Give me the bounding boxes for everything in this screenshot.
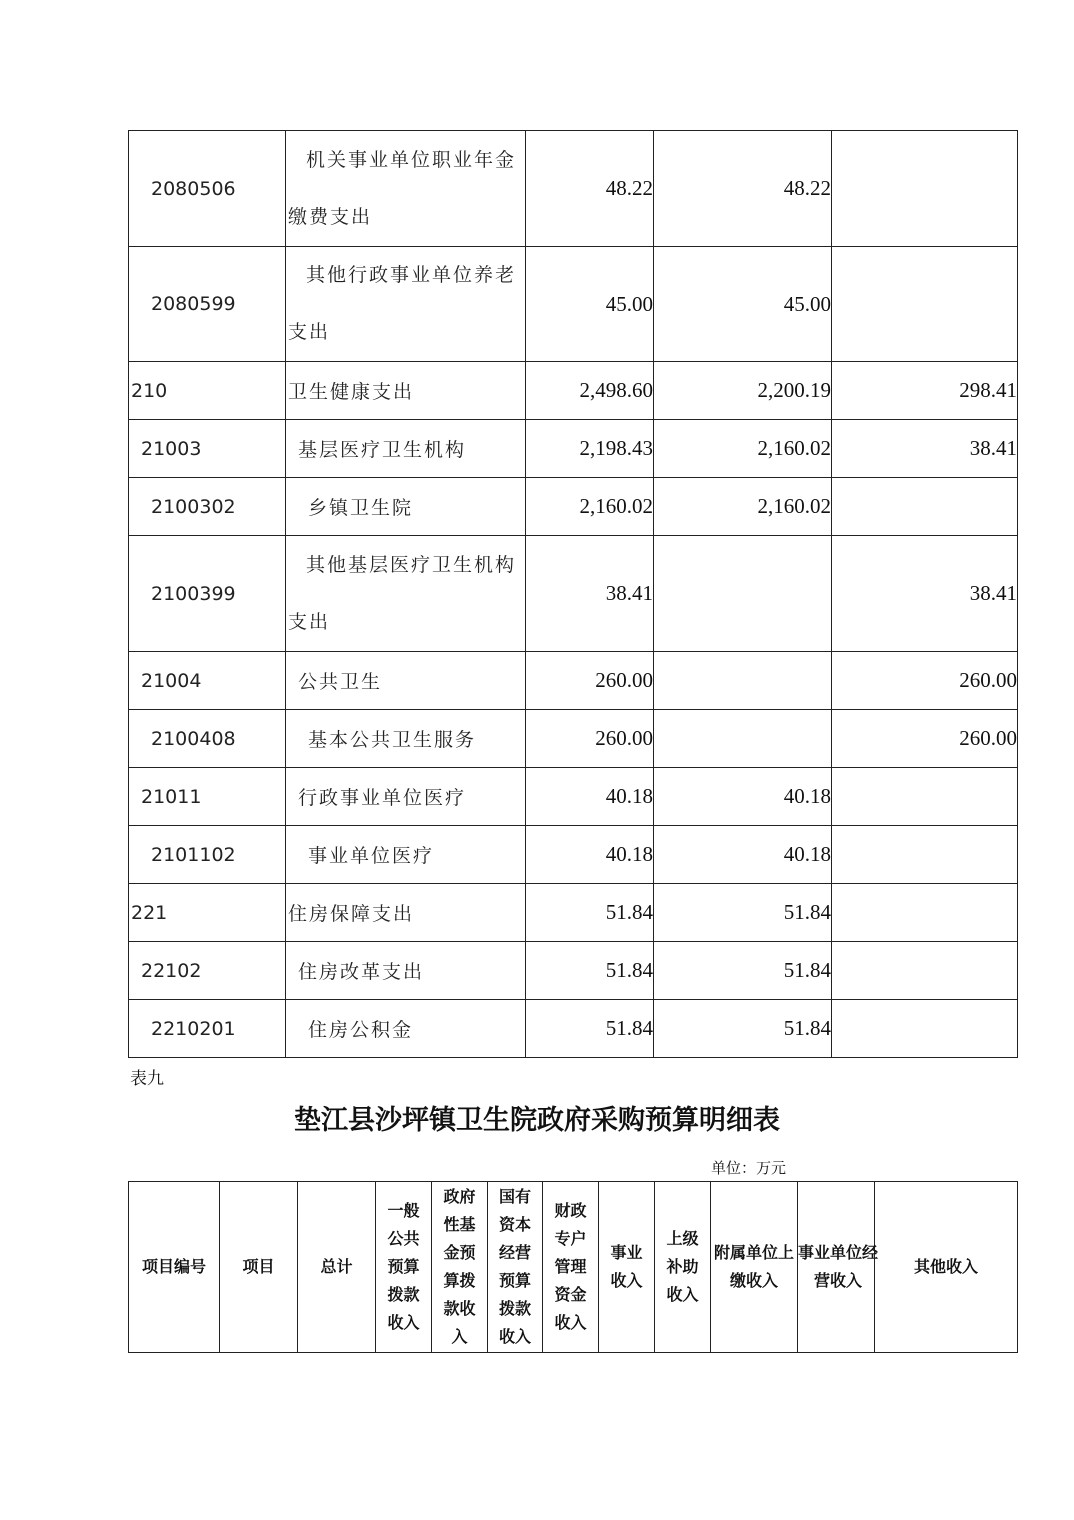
table-row: [129, 1000, 1018, 1058]
row-name: 住房改革支出: [286, 942, 526, 1000]
row-total: 260.00: [526, 652, 654, 710]
row-total: 48.22: [526, 131, 654, 247]
header-general-budget: [376, 1182, 432, 1353]
row-name: [286, 536, 526, 652]
header-project-code: 项目编号: [129, 1182, 220, 1353]
section-title: 垫江县沙坪镇卫生院政府采购预算明细表: [294, 1105, 780, 1136]
row-basic: 40.18: [654, 768, 832, 826]
row-basic: 2,160.02: [654, 420, 832, 478]
procurement-header-row: [129, 1182, 1018, 1353]
row-code: 221: [129, 884, 286, 942]
header-total: 总计: [298, 1182, 376, 1353]
table-number-label: 表九: [130, 1069, 164, 1089]
table-row: [129, 652, 1018, 710]
row-total: 260.00: [526, 710, 654, 768]
row-project: 260.00: [832, 710, 1018, 768]
header-fiscal-account-text: 财政专户管理资金收入: [554, 1201, 587, 1332]
row-code: 2210201: [129, 1000, 286, 1058]
header-general-budget-text: 一般公共预算拨款收入: [387, 1201, 420, 1332]
header-superior-subsidy-text: 上级补助收入: [666, 1229, 699, 1304]
row-project: [832, 247, 1018, 362]
row-project: [832, 131, 1018, 247]
row-name: 卫生健康支出: [286, 362, 526, 420]
row-total: 45.00: [526, 247, 654, 362]
table-row: [129, 536, 1018, 652]
row-name-line2: 缴费支出: [288, 205, 373, 228]
row-total: 38.41: [526, 536, 654, 652]
row-project: 38.41: [832, 536, 1018, 652]
row-name: 公共卫生: [286, 652, 526, 710]
row-project: 260.00: [832, 652, 1018, 710]
row-total: 2,198.43: [526, 420, 654, 478]
row-name: 乡镇卫生院: [286, 478, 526, 536]
row-code: 2101102: [129, 826, 286, 884]
row-code: 22102: [129, 942, 286, 1000]
row-project: [832, 826, 1018, 884]
row-code: 21003: [129, 420, 286, 478]
row-name: 行政事业单位医疗: [286, 768, 526, 826]
row-project: [832, 884, 1018, 942]
row-name: 住房公积金: [286, 1000, 526, 1058]
row-total: 51.84: [526, 942, 654, 1000]
row-name: 基本公共卫生服务: [286, 710, 526, 768]
row-name: 基层医疗卫生机构: [286, 420, 526, 478]
row-name: 事业单位医疗: [286, 826, 526, 884]
row-name-line1: 其他行政事业单位养老: [306, 264, 517, 286]
header-operating-income-text: 事业单位经营收入: [798, 1243, 879, 1290]
table-row: [129, 420, 1018, 478]
row-total: 40.18: [526, 826, 654, 884]
table-row: [129, 362, 1018, 420]
table-row: [129, 884, 1018, 942]
row-name: 住房保障支出: [286, 884, 526, 942]
table-row: [129, 768, 1018, 826]
header-gov-fund: [432, 1182, 488, 1353]
row-basic: [654, 652, 832, 710]
row-project: [832, 942, 1018, 1000]
row-name: [286, 247, 526, 362]
header-affiliated-units-text: 附属单位上缴收入: [714, 1243, 795, 1290]
row-basic: 48.22: [654, 131, 832, 247]
row-basic: 40.18: [654, 826, 832, 884]
procurement-table: [128, 1181, 1018, 1353]
row-project: 38.41: [832, 420, 1018, 478]
expenditure-table: [128, 130, 1018, 1058]
row-code: 2080599: [129, 247, 286, 362]
row-total: 40.18: [526, 768, 654, 826]
row-project: [832, 768, 1018, 826]
row-total: 2,498.60: [526, 362, 654, 420]
header-state-capital: [488, 1182, 543, 1353]
row-name: [286, 131, 526, 247]
row-basic: 51.84: [654, 942, 832, 1000]
header-business-income: [599, 1182, 655, 1353]
row-basic: [654, 536, 832, 652]
header-business-income-text: 事业收入: [610, 1243, 643, 1290]
header-project: 项目: [220, 1182, 298, 1353]
row-code: 21011: [129, 768, 286, 826]
row-project: [832, 478, 1018, 536]
row-name-line2: 支出: [288, 321, 331, 343]
row-name-line1: 机关事业单位职业年金: [306, 148, 517, 171]
row-code: 2100408: [129, 710, 286, 768]
row-total: 2,160.02: [526, 478, 654, 536]
table-row: [129, 942, 1018, 1000]
header-fiscal-account: [543, 1182, 599, 1353]
header-other-income: 其他收入: [875, 1182, 1018, 1353]
row-basic: 51.84: [654, 884, 832, 942]
header-operating-income: [798, 1182, 879, 1353]
row-basic: 2,200.19: [654, 362, 832, 420]
row-project: [832, 1000, 1018, 1058]
table-row: [129, 826, 1018, 884]
row-total: 51.84: [526, 884, 654, 942]
table-row: [129, 131, 1018, 247]
row-code: 2100399: [129, 536, 286, 652]
table-row: [129, 710, 1018, 768]
row-basic: 51.84: [654, 1000, 832, 1058]
row-basic: [654, 710, 832, 768]
header-superior-subsidy: [655, 1182, 711, 1353]
row-basic: 45.00: [654, 247, 832, 362]
row-name-line2: 支出: [288, 610, 331, 633]
header-gov-fund-text: 政府性基金预算拨款收入: [443, 1187, 476, 1346]
row-total: 51.84: [526, 1000, 654, 1058]
row-code: 2080506: [129, 131, 286, 247]
table-row: [129, 478, 1018, 536]
unit-label: 单位：万元: [711, 1159, 787, 1177]
row-project: 298.41: [832, 362, 1018, 420]
header-affiliated-units: [711, 1182, 798, 1353]
row-name-line1: 其他基层医疗卫生机构: [306, 553, 517, 576]
row-basic: 2,160.02: [654, 478, 832, 536]
row-code: 210: [129, 362, 286, 420]
header-state-capital-text: 国有资本经营预算拨款收入: [498, 1187, 531, 1346]
row-code: 21004: [129, 652, 286, 710]
table-row: [129, 247, 1018, 362]
row-code: 2100302: [129, 478, 286, 536]
